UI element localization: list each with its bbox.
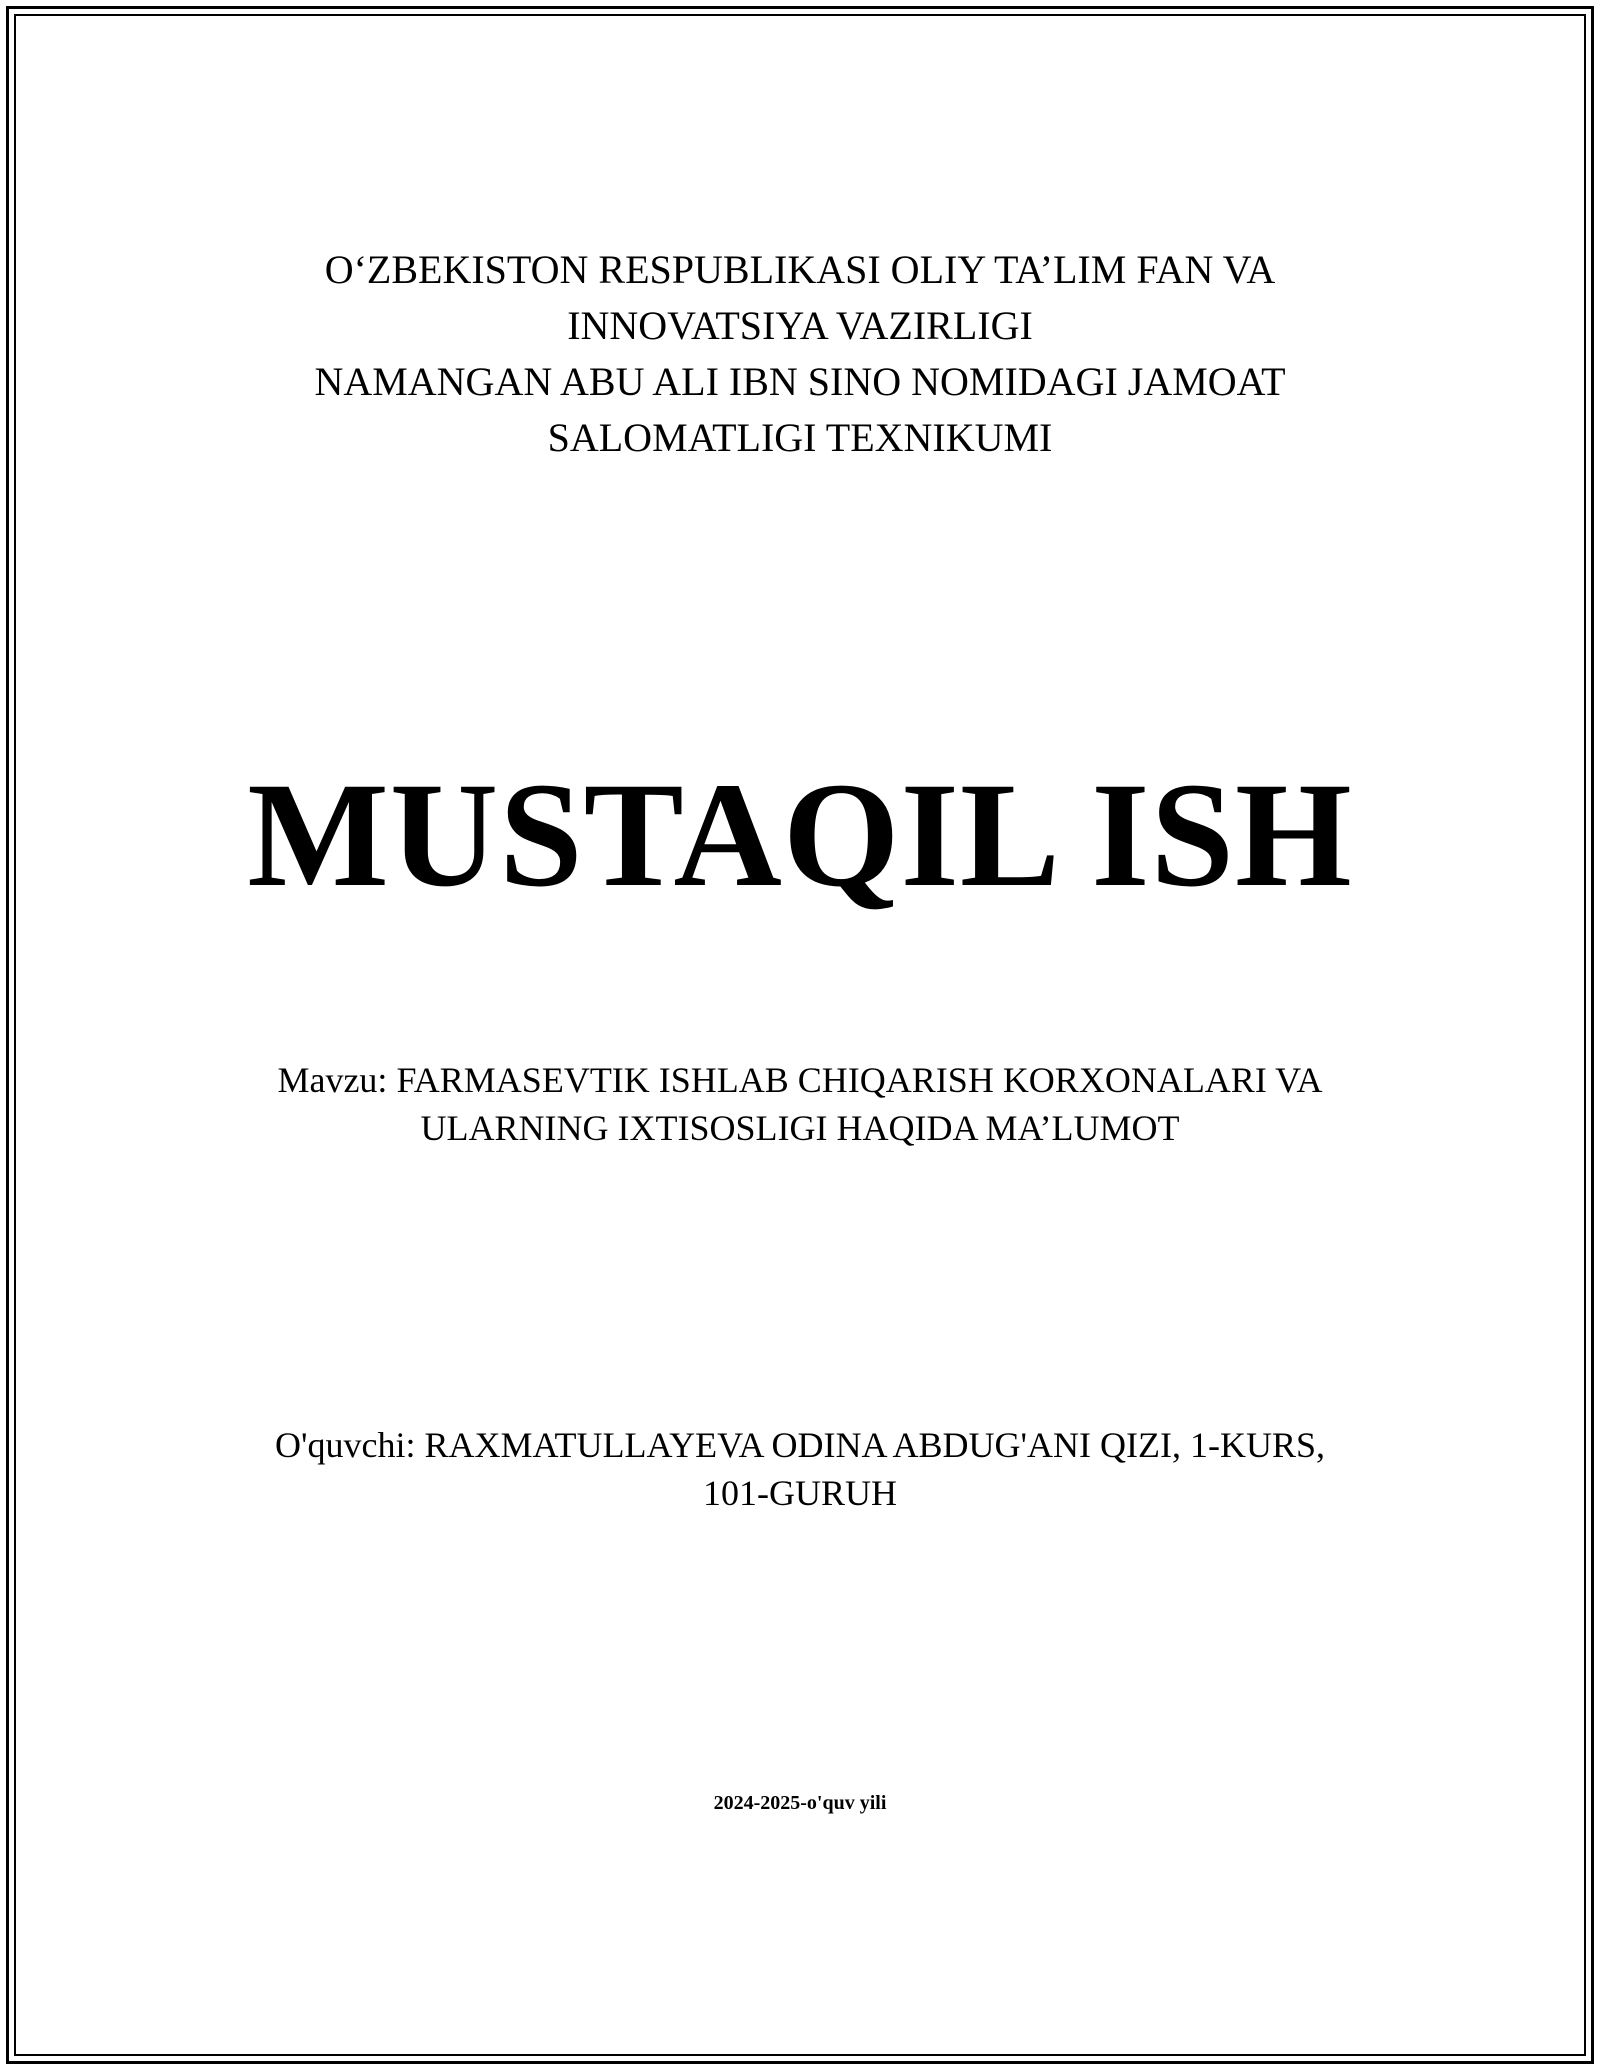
student-line-2: 101-GURUH <box>703 1473 897 1513</box>
academic-year: 2024-2025-o'quv yili <box>713 1792 887 1814</box>
institution-name-line-1: NAMANGAN ABU ALI IBN SINO NOMIDAGI JAMOAT <box>314 359 1286 404</box>
topic-line-2: ULARNING IXTISOSLIGI HAQIDA MA’LUMOT <box>420 1108 1180 1148</box>
ministry-name-line-1: O‘ZBEKISTON RESPUBLIKASI OLIY TA’LIM FAN VA <box>324 247 1276 292</box>
ministry-name-line-2: INNOVATSIYA VAZIRLIGI <box>567 303 1033 348</box>
student-line-1: O'quvchi: RAXMATULLAYEVA ODINA ABDUG'ANI QIZI, 1-KURS, <box>275 1425 1325 1465</box>
topic-line-1: Mavzu: FARMASEVTIK ISHLAB CHIQARISH KORXONALARI VA <box>277 1060 1323 1100</box>
document-title: MUSTAQIL ISH <box>247 752 1353 918</box>
institution-name-line-2: SALOMATLIGI TEXNIKUMI <box>547 415 1053 460</box>
